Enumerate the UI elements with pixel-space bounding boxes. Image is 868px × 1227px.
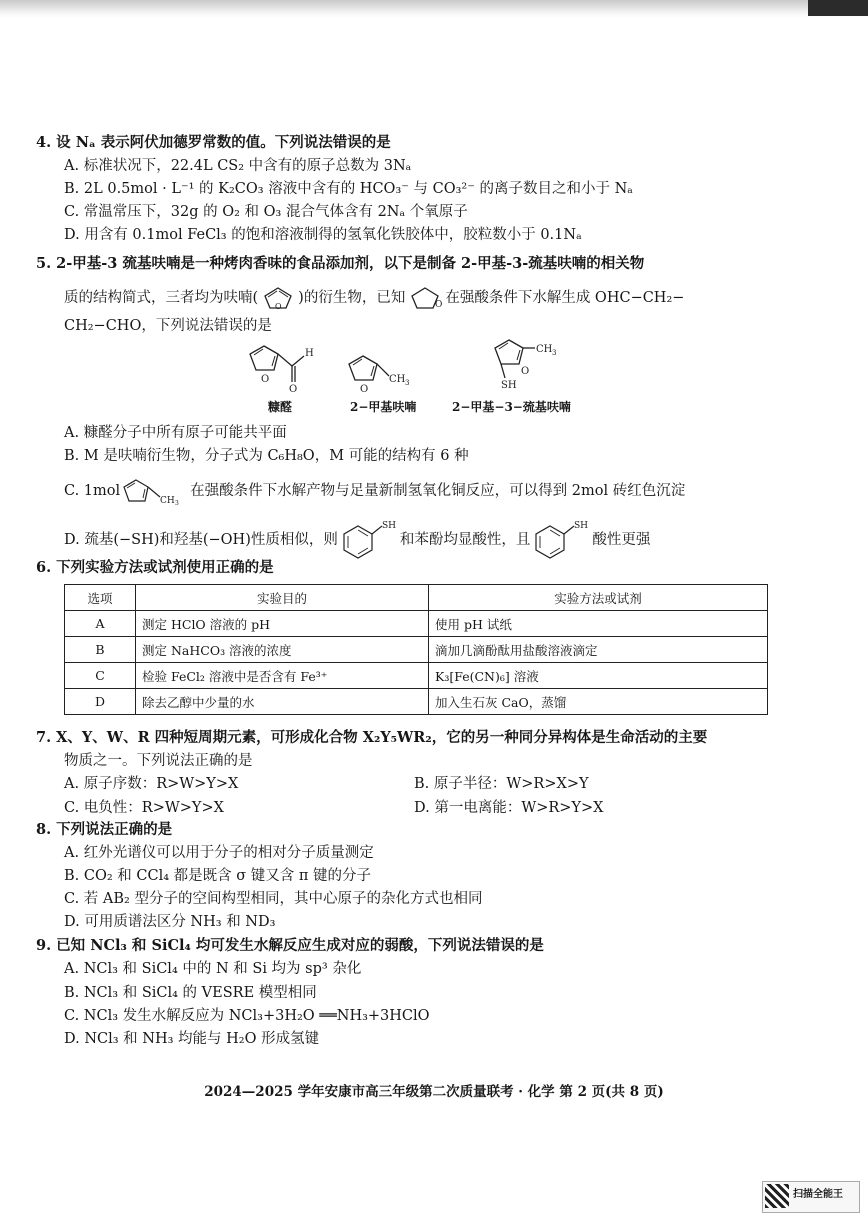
q7-option-d: D. 第一电离能：W>R>Y>X (414, 800, 604, 816)
table-header-method: 实验方法或试剂 (429, 585, 768, 611)
table-cell-purpose: 测定 NaHCO₃ 溶液的浓度 (136, 637, 429, 663)
table-header-purpose: 实验目的 (136, 585, 429, 611)
thiophenol-icon (338, 520, 400, 560)
table-row (65, 663, 768, 689)
svg-text:3: 3 (405, 379, 410, 387)
svg-text:3: 3 (175, 500, 179, 505)
page-footer: 2024—2025 学年安康市高三年级第二次质量联考 · 化学 第 2 页(共 8 页) (204, 1084, 664, 1100)
q7-option-a: A. 原子序数：R>W>Y>X (64, 776, 239, 792)
svg-text:O: O (275, 302, 282, 311)
scan-edge (0, 0, 868, 18)
q8-stem: 8. 下列说法正确的是 (36, 821, 173, 838)
scanner-badge (762, 1181, 860, 1213)
methyl-mercaptofuran-label: 2−甲基−3−巯基呋喃 (452, 400, 571, 414)
scan-corner (808, 0, 868, 16)
svg-text:CH: CH (536, 344, 553, 355)
q5-option-c-part2: 在强酸条件下水解产物与足量新制氢氧化铜反应，可以得到 2mol 砖红色沉淀 (190, 483, 686, 499)
q7-option-c: C. 电负性：R>W>Y>X (64, 800, 224, 816)
q5-option-a: A. 糠醛分子中所有原子可能共平面 (64, 425, 287, 441)
q4-option-d: D. 用含有 0.1mol FeCl₃ 的饱和溶液制得的氢氧化铁胶体中，胶粒数小于 0.1Nₐ (64, 227, 582, 243)
q8-option-a: A. 红外光谱仪可以用于分子的相对分子质量测定 (64, 845, 374, 861)
q4-option-c: C. 常温常压下，32g 的 O₂ 和 O₃ 混合气体含有 2Nₐ 个氧原子 (64, 204, 468, 220)
q5-option-c-part1: C. 1mol (64, 483, 121, 499)
q4-option-a: A. 标准状况下，22.4L CS₂ 中含有的原子总数为 3Nₐ (64, 158, 412, 174)
svg-text:O: O (435, 300, 443, 310)
table-cell-method: K₃[Fe(CN)₆] 溶液 (429, 663, 768, 689)
q9-option-a: A. NCl₃ 和 SiCl₄ 中的 N 和 Si 均为 sp³ 杂化 (64, 961, 362, 977)
table-header-option: 选项 (65, 585, 136, 611)
q4-stem: 4. 设 Nₐ 表示阿伏加德罗常数的值。下列说法错误的是 (36, 134, 391, 151)
q9-option-d: D. NCl₃ 和 NH₃ 均能与 H₂O 形成氢键 (64, 1031, 320, 1047)
methyl-mercaptofuran-structure-icon (483, 334, 563, 394)
q8-option-b: B. CO₂ 和 CCl₄ 都是既含 σ 键又含 π 键的分子 (64, 868, 371, 884)
methylfuran-structure-icon (343, 352, 423, 396)
q5-stem-line3: CH₂−CHO，下列说法错误的是 (64, 318, 272, 334)
table-header-row (65, 585, 768, 611)
furfural-label: 糠醛 (268, 400, 293, 414)
scanner-app-name: 扫描全能王 (793, 1189, 843, 1200)
svg-text:O: O (360, 384, 369, 395)
q8-option-c: C. 若 AB₂ 型分子的空间构型相同，其中心原子的杂化方式也相同 (64, 891, 483, 907)
thiophenol-icon-2 (530, 520, 592, 560)
table-cell-method: 滴加几滴酚酞用盐酸溶液滴定 (429, 637, 768, 663)
svg-text:O: O (289, 384, 298, 394)
table-row (65, 637, 768, 663)
q5-stem-line2 (64, 285, 684, 311)
svg-text:O: O (261, 374, 270, 385)
q5-option-d-part2: 和苯酚均显酸性，且 (399, 532, 531, 548)
methylfuran-inline-icon (120, 477, 190, 505)
table-cell-purpose: 除去乙醇中少量的水 (136, 689, 429, 715)
q5-option-c (64, 477, 685, 505)
table-cell-method: 加入生石灰 CaO，蒸馏 (429, 689, 768, 715)
table-cell-option: C (65, 663, 136, 689)
table-cell-method: 使用 pH 试纸 (429, 611, 768, 637)
q5-stem-part-a: 质的结构简式，三者均为呋喃( (64, 290, 259, 306)
q8-option-d: D. 可用质谱法区分 NH₃ 和 ND₃ (64, 914, 276, 930)
svg-text:SH: SH (501, 380, 517, 391)
svg-text:SH: SH (381, 521, 396, 531)
table-cell-purpose: 测定 HClO 溶液的 pH (136, 611, 429, 637)
q7-stem-line2: 物质之一。下列说法正确的是 (64, 753, 253, 769)
q5-stem-line1: 5. 2-甲基-3 巯基呋喃是一种烤肉香味的食品添加剂，以下是制备 2-甲基-3-巯基呋喃的相关物 (36, 255, 645, 272)
tetrahydrofuran-icon (405, 285, 445, 311)
svg-text:CH: CH (389, 374, 406, 385)
svg-text:H: H (305, 348, 314, 359)
q5-option-b: B. M 是呋喃衍生物，分子式为 C₆H₈O，M 可能的结构有 6 种 (64, 448, 469, 464)
q6-stem: 6. 下列实验方法或试剂使用正确的是 (36, 559, 274, 576)
svg-text:SH: SH (574, 521, 589, 531)
methylfuran-label: 2−甲基呋喃 (350, 400, 417, 414)
experiment-table (64, 584, 768, 715)
table-cell-purpose: 检验 FeCl₂ 溶液中是否含有 Fe³⁺ (136, 663, 429, 689)
svg-text:CH: CH (160, 496, 175, 505)
table-cell-option: B (65, 637, 136, 663)
q5-option-d (64, 520, 650, 560)
table-row (65, 689, 768, 715)
q9-option-b: B. NCl₃ 和 SiCl₄ 的 VESRE 模型相同 (64, 985, 317, 1001)
q7-stem-line1: 7. X、Y、W、R 四种短周期元素，可形成化合物 X₂Y₅WR₂，它的另一种同分异构体是生命活动的主要 (36, 729, 708, 746)
q5-stem-part-b: )的衍生物，已知 (298, 290, 406, 306)
table-cell-option: D (65, 689, 136, 715)
furfural-structure-icon (244, 338, 324, 394)
svg-text:O: O (521, 366, 530, 377)
svg-text:3: 3 (552, 349, 557, 357)
q5-option-d-part1: D. 巯基(−SH)和羟基(−OH)性质相似，则 (64, 532, 338, 548)
q5-option-d-part3: 酸性更强 (592, 532, 651, 548)
qr-code-icon (765, 1184, 789, 1208)
q4-option-b: B. 2L 0.5mol · L⁻¹ 的 K₂CO₃ 溶液中含有的 HCO₃⁻ 与 CO₃²⁻ 的离子数目之和小于 Nₐ (64, 181, 633, 197)
q7-option-b: B. 原子半径：W>R>X>Y (414, 776, 589, 792)
table-cell-option: A (65, 611, 136, 637)
q9-option-c: C. NCl₃ 发生水解反应为 NCl₃+3H₂O ══NH₃+3HClO (64, 1008, 430, 1024)
q5-stem-part-c: 在强酸条件下水解生成 OHC−CH₂− (445, 290, 685, 306)
q9-stem: 9. 已知 NCl₃ 和 SiCl₄ 均可发生水解反应生成对应的弱酸，下列说法错误的是 (36, 937, 544, 954)
furan-icon (258, 285, 298, 311)
table-row (65, 611, 768, 637)
